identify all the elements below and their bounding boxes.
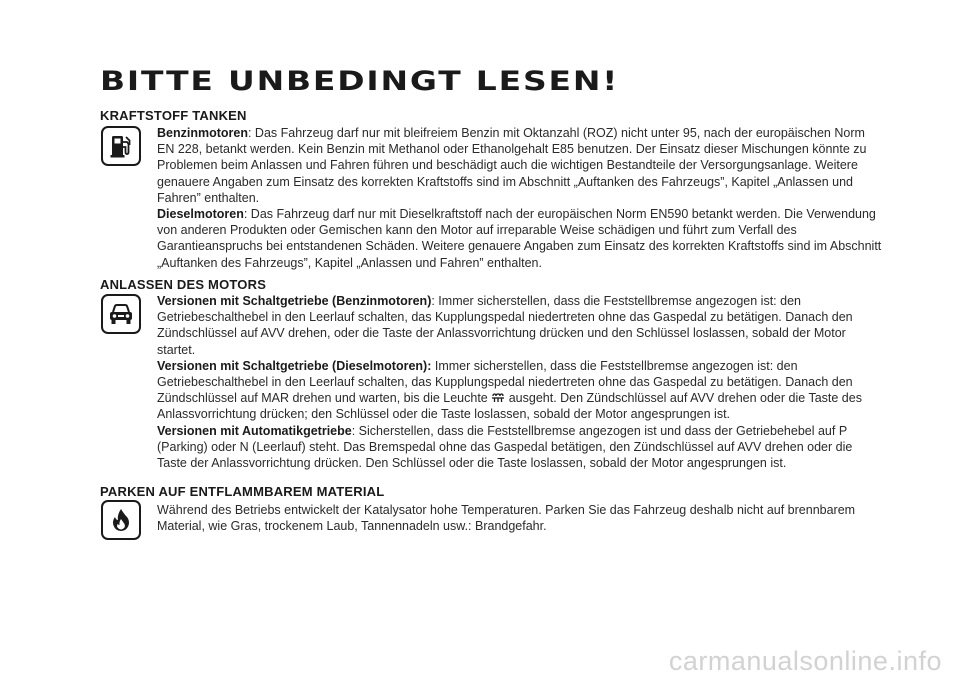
section-text-start <box>157 293 885 471</box>
section-text-parking <box>157 502 885 534</box>
flame-icon <box>101 500 141 540</box>
lead-manual-diesel: Versionen mit Schaltgetriebe (Dieselmotoren): <box>157 358 432 373</box>
section-heading-parking: PARKEN AUF ENTFLAMMBAREM MATERIAL <box>100 484 385 499</box>
watermark: carmanualsonline.info <box>668 646 942 676</box>
paragraph-diesel <box>157 206 885 271</box>
text-manual-diesel-a: Immer sicherstellen, dass die Feststellbremse angezogen ist: den Getriebeschalthebel in den Leerlauf schalten, das Kupplungspedal niedertreten ohne das Gaspedal zu betätigen. Danach den Zündschlüssel auf MAR drehen und warten, bis die Leuchte <box>157 358 853 406</box>
text-petrol: : Das Fahrzeug darf nur mit bleifreiem Benzin mit Oktanzahl (ROZ) nicht unter 95, nach der europäischen Norm EN 228, betankt werden. Kein Benzin mit Methanol oder Ethanolgehalt E85 benutzen. Der Einsatz dieser Mischungen könnte zu Problemen beim Anlassen und Fahren führen und beschädigt auch die wichtigen Bestandteile der Versorgungsanlage. Weitere genauere Angaben zum Einsatz des korrekten Kraftstoffs sind im Abschnitt „Auftanken des Fahrzeugs”, Kapitel „Anlassen und Fahren” enthalten. <box>157 126 867 205</box>
section-text-fuel <box>157 125 885 271</box>
paragraph-petrol <box>157 125 885 206</box>
lead-diesel: Dieselmotoren <box>157 207 244 222</box>
section-heading-fuel: KRAFTSTOFF TANKEN <box>100 108 247 123</box>
fuel-pump-icon <box>101 126 141 166</box>
text-manual-petrol: : Immer sicherstellen, dass die Feststellbremse angezogen ist: den Getriebeschalthebel in den Leerlauf schalten, das Kupplungspedal niedertreten ohne das Gaspedal zu betätigen. Danach den Zündschlüssel auf AVV drehen, oder die Taste der Anlassvorrichtung drücken und den Schlüssel loslassen, sobald der Motor startet. <box>157 294 853 357</box>
text-automatic: : Sicherstellen, dass die Feststellbremse angezogen ist und dass der Getriebehebel auf P (Parking) oder N (Leerlauf) steht. Das Bremspedal ohne das Gaspedal betätigen, den Zündschlüssel auf AVV drehen oder die Taste der Anlassvorrichtung drücken. Den Schlüssel oder die Taste loslassen, sobald der Motor angesprungen ist. <box>157 423 853 471</box>
text-diesel: : Das Fahrzeug darf nur mit Dieselkraftstoff nach der europäischen Norm EN590 betankt werden. Die Verwendung von anderen Produkten oder Gemischen kann den Motor auf irreparable Weise schädigen und führt zum Verfall des Garantieanspruchs bei entstandenen Schäden. Weitere genauere Angaben zum Einsatz des korrekten Kraftstoffs sind im Abschnitt „Auftanken des Fahrzeugs”, Kapitel „Anlassen und Fahren” enthalten. <box>157 207 882 270</box>
lead-automatic: Versionen mit Automatikgetriebe <box>157 423 352 438</box>
page-title: BITTE UNBEDINGT LESEN! <box>100 66 620 97</box>
car-icon <box>101 294 141 334</box>
paragraph-manual-petrol <box>157 293 885 358</box>
text-manual-diesel-b: ausgeht. Den Zündschlüssel auf AVV drehen oder die Taste des Anlassvorrichtung drücken; den Schlüssel oder die Taste loslassen, sobald der Motor angesprungen ist. <box>157 391 862 422</box>
paragraph-manual-diesel <box>157 358 885 423</box>
lead-manual-petrol: Versionen mit Schaltgetriebe (Benzinmotoren) <box>157 294 432 308</box>
section-heading-start: ANLASSEN DES MOTORS <box>100 277 267 292</box>
paragraph-automatic <box>157 423 885 472</box>
glow-plug-icon <box>491 393 505 403</box>
paragraph-parking: Während des Betriebs entwickelt der Katalysator hohe Temperaturen. Parken Sie das Fahrzeug deshalb nicht auf brennbarem Material, wie Gras, trockenem Laub, Tannennadeln usw.: Brandgefahr. <box>157 503 856 534</box>
lead-petrol: Benzinmotoren <box>157 126 248 140</box>
